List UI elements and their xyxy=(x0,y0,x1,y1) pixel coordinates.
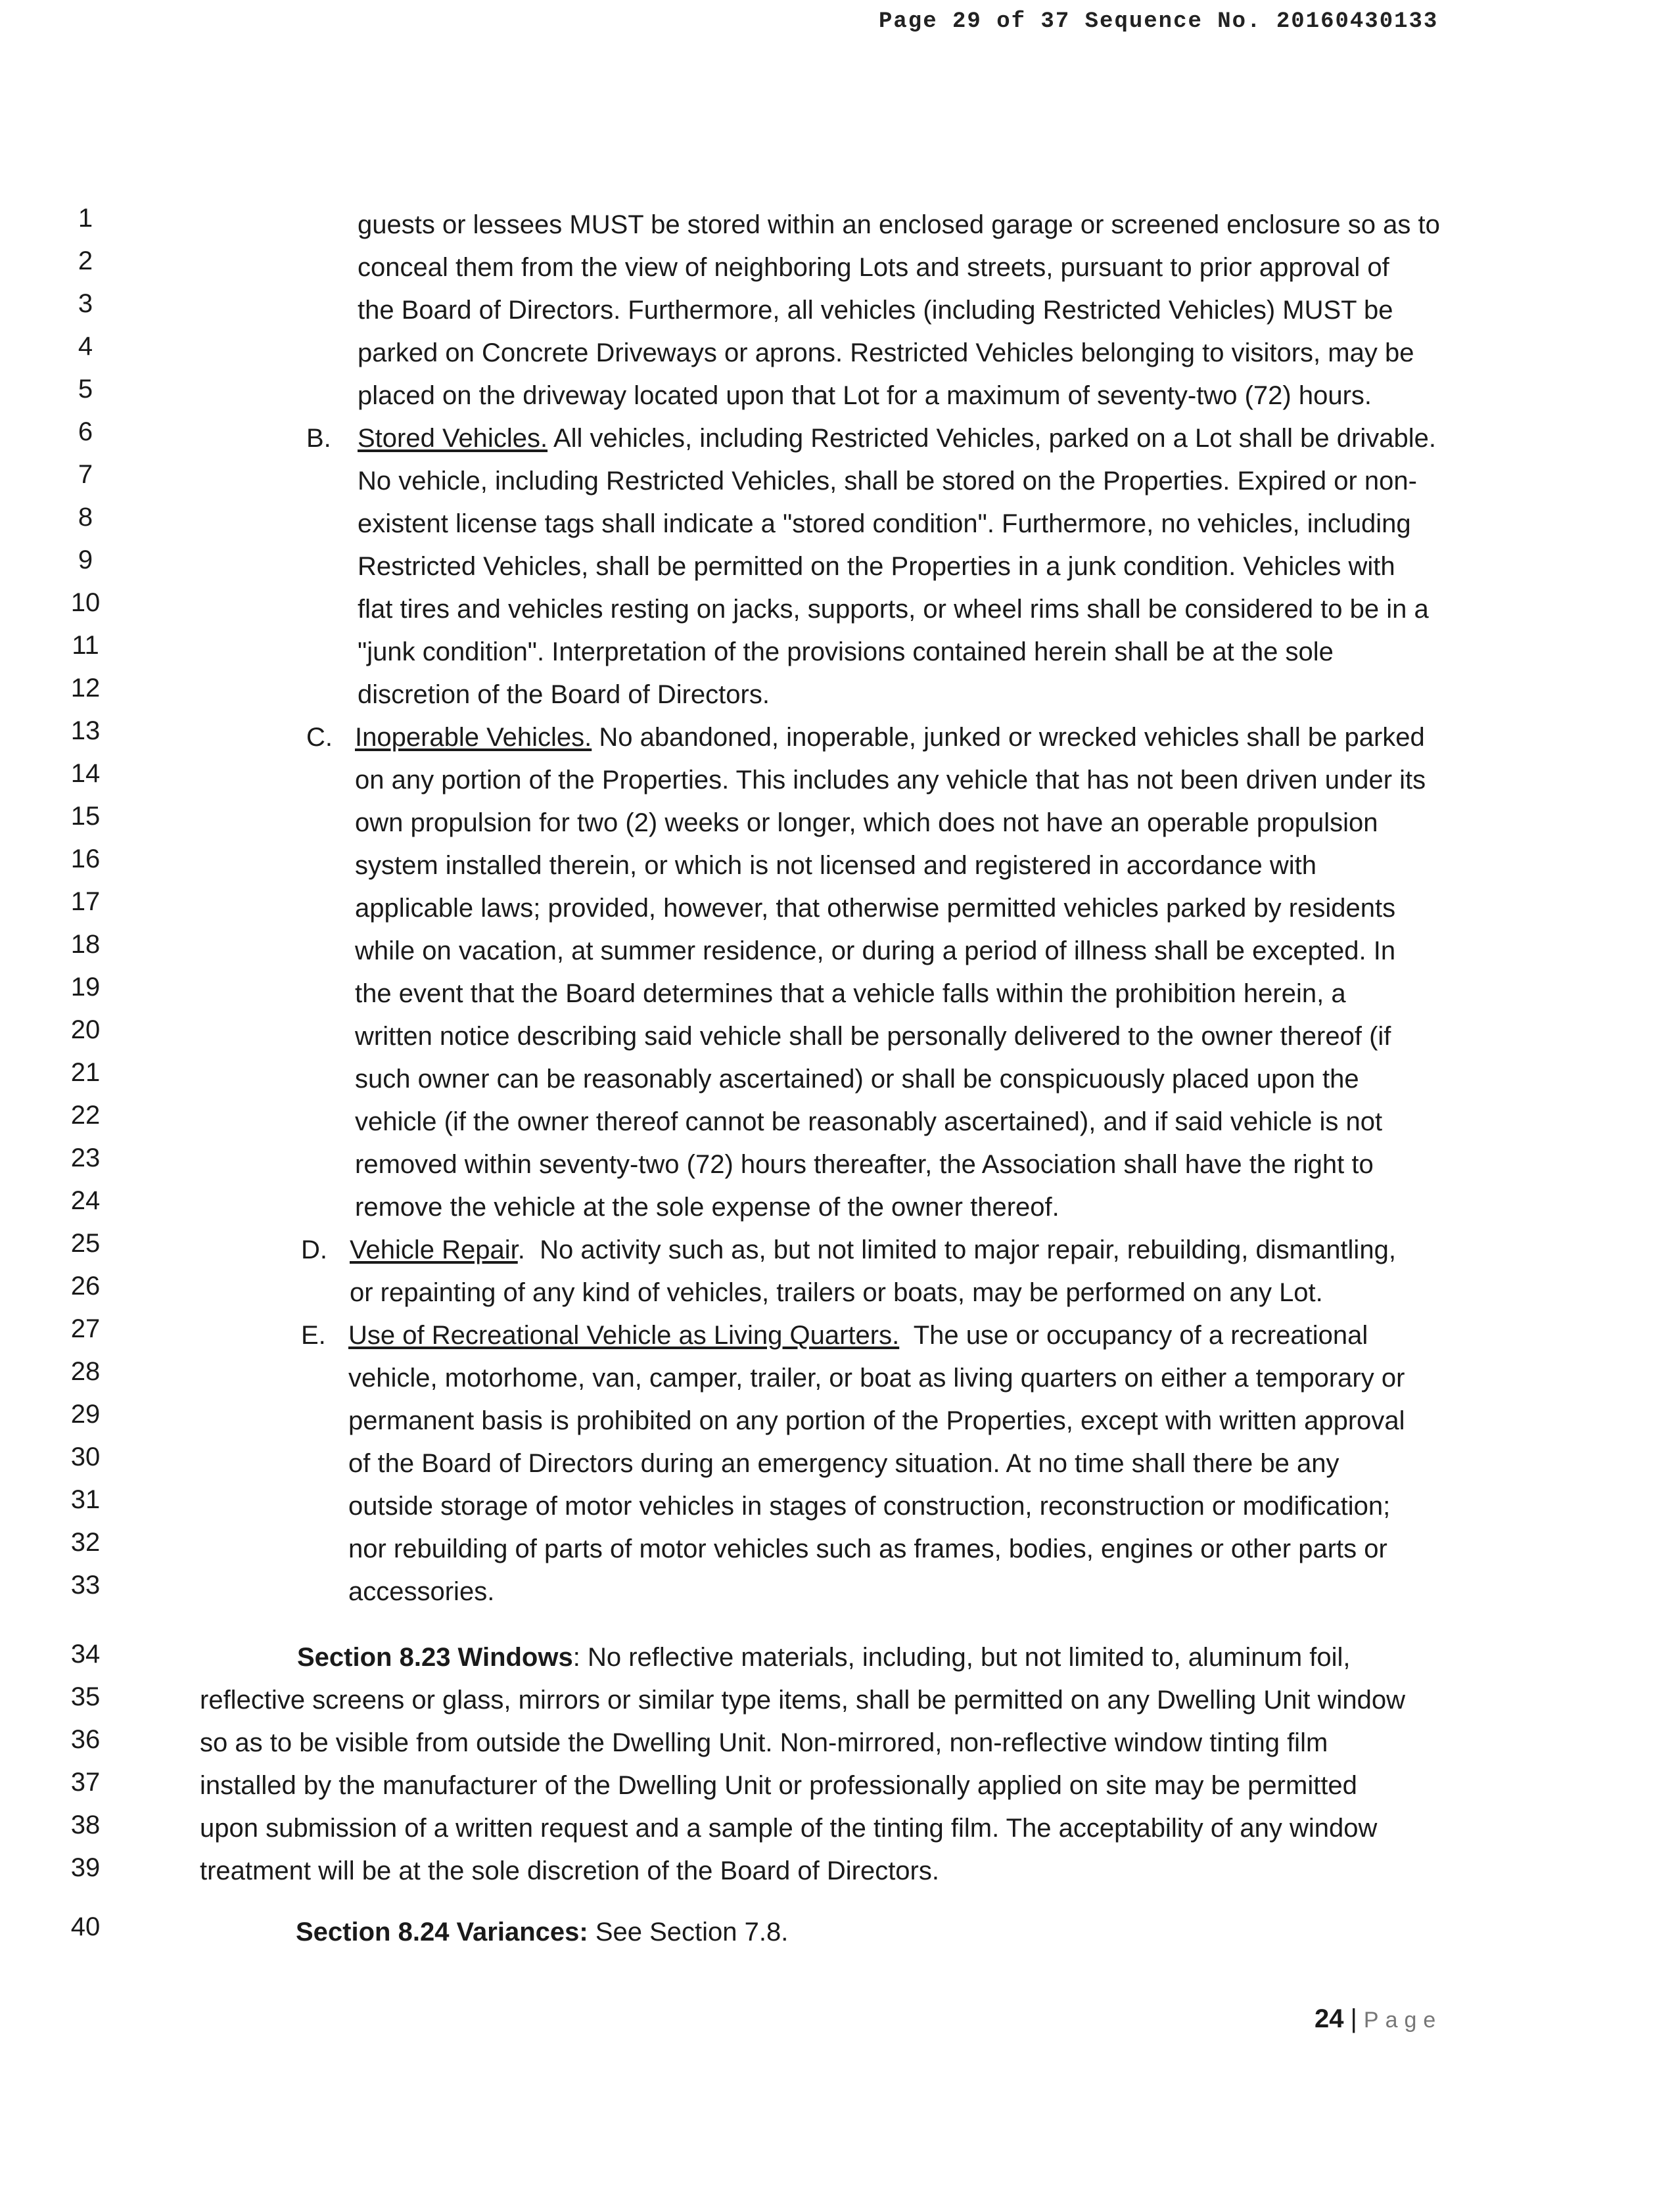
item-d-title: Vehicle Repair xyxy=(350,1235,518,1264)
item-e-line: nor rebuilding of parts of motor vehicles such as frames, bodies, engines or other parts or xyxy=(348,1534,1387,1563)
item-e-line: vehicle, motorhome, van, camper, trailer, or boat as living quarters on either a temporary or xyxy=(348,1364,1405,1393)
item-c-line: such owner can be reasonably ascertained) or shall be conspicuously placed upon the xyxy=(355,1065,1359,1094)
item-a-line xyxy=(358,210,1483,240)
document-header: Page 29 of 37 Sequence No. 20160430133 xyxy=(879,9,1439,34)
line-number: 33 xyxy=(70,1571,101,1600)
section-8-23-line: upon submission of a written request and a sample of the tinting film. The acceptability of any window xyxy=(200,1814,1378,1843)
line-number: 2 xyxy=(78,246,93,275)
item-d-first-line xyxy=(350,1235,1396,1265)
page-label: Page xyxy=(1363,2008,1443,2033)
line-number: 20 xyxy=(70,1015,101,1044)
item-e-line: outside storage of motor vehicles in stages of construction, reconstruction or modification; xyxy=(348,1492,1391,1521)
line-number: 7 xyxy=(78,460,93,489)
line-number: 39 xyxy=(70,1853,101,1882)
section-8-23-line: reflective screens or glass, mirrors or similar type items, shall be permitted on any Dwelling Unit window xyxy=(200,1686,1405,1715)
section-8-23-line: so as to be visible from outside the Dwelling Unit. Non-mirrored, non-reflective window tinting film xyxy=(200,1728,1328,1757)
line-number: 34 xyxy=(70,1640,101,1669)
item-c-line: remove the vehicle at the sole expense of the owner thereof. xyxy=(355,1193,1059,1222)
item-e-title: Use of Recreational Vehicle as Living Quarters. xyxy=(348,1321,900,1350)
item-b-line: "junk condition". Interpretation of the provisions contained herein shall be at the sole xyxy=(358,637,1334,666)
section-8-23-colon: : xyxy=(572,1643,580,1672)
item-d-line: or repainting of any kind of vehicles, trailers or boats, may be performed on any Lot. xyxy=(350,1278,1323,1307)
item-e-marker: E. xyxy=(301,1321,326,1350)
line-number: 40 xyxy=(70,1912,101,1941)
section-8-24-title: Section 8.24 Variances: xyxy=(296,1918,588,1947)
line-number: 28 xyxy=(70,1357,101,1386)
item-d-marker: D. xyxy=(301,1235,327,1264)
item-b-first-line xyxy=(358,424,1436,453)
item-d-first-rest: No activity such as, but not limited to major repair, rebuilding, dismantling, xyxy=(540,1235,1396,1264)
page-footer xyxy=(1315,2004,1442,2034)
item-c-line: own propulsion for two (2) weeks or longer, which does not have an operable propulsion xyxy=(355,808,1378,837)
line-number: 11 xyxy=(72,631,99,660)
line-number: 32 xyxy=(70,1528,101,1557)
line-number: 25 xyxy=(70,1229,101,1258)
item-c-line: removed within seventy-two (72) hours thereafter, the Association shall have the right to xyxy=(355,1150,1374,1179)
item-c-marker: C. xyxy=(306,723,333,752)
line-number: 13 xyxy=(70,716,101,745)
item-c-line: vehicle (if the owner thereof cannot be reasonably ascertained), and if said vehicle is not xyxy=(355,1107,1383,1136)
line-number: 29 xyxy=(70,1400,101,1429)
line-number: 5 xyxy=(78,375,93,403)
section-8-23-first-rest: No reflective materials, including, but not limited to, aluminum foil, xyxy=(587,1643,1351,1672)
line-number: 15 xyxy=(70,802,101,831)
item-b-marker: B. xyxy=(306,424,331,453)
line-number: 17 xyxy=(70,887,101,916)
line-number: 19 xyxy=(70,973,101,1002)
item-e-first-rest: The use or occupancy of a recreational xyxy=(913,1321,1368,1350)
item-b-first-rest: All vehicles, including Restricted Vehicles, parked on a Lot shall be drivable. xyxy=(553,424,1436,453)
text-line: parked on Concrete Driveways or aprons. Restricted Vehicles belonging to visitors, may be xyxy=(358,338,1414,367)
section-8-23-first-line xyxy=(297,1643,1351,1672)
section-8-23-line: treatment will be at the sole discretion of the Board of Directors. xyxy=(200,1856,939,1885)
line-number: 8 xyxy=(78,503,93,532)
line-number: 27 xyxy=(70,1314,101,1343)
section-8-23-line: installed by the manufacturer of the Dwelling Unit or professionally applied on site may be permitted xyxy=(200,1771,1357,1800)
line-number: 18 xyxy=(70,930,101,959)
item-a-line xyxy=(358,296,1483,325)
line-number: 26 xyxy=(70,1272,101,1301)
line-number: 22 xyxy=(70,1101,101,1130)
item-b-line: Restricted Vehicles, shall be permitted on the Properties in a junk condition. Vehicles with xyxy=(358,552,1395,581)
line-number: 30 xyxy=(70,1442,101,1471)
item-c-line: the event that the Board determines that a vehicle falls within the prohibition herein, a xyxy=(355,979,1346,1008)
item-a-line xyxy=(358,253,1483,283)
item-e-line: accessories. xyxy=(348,1577,495,1606)
line-number: 24 xyxy=(70,1186,101,1215)
line-number: 12 xyxy=(70,674,101,703)
item-a-line-last: placed on the driveway located upon that Lot for a maximum of seventy-two (72) hours. xyxy=(358,381,1372,410)
line-number: 37 xyxy=(70,1768,101,1797)
line-number: 9 xyxy=(78,545,93,574)
item-b-line: existent license tags shall indicate a "stored condition". Furthermore, no vehicles, including xyxy=(358,509,1411,538)
item-c-line: written notice describing said vehicle shall be personally delivered to the owner thereof (if xyxy=(355,1022,1391,1051)
line-number: 16 xyxy=(70,844,101,873)
item-d-title-end: . xyxy=(517,1235,525,1264)
page-number: 24 xyxy=(1315,2004,1344,2033)
item-b-line: No vehicle, including Restricted Vehicles, shall be stored on the Properties. Expired or non- xyxy=(358,467,1417,495)
line-number: 14 xyxy=(70,759,101,788)
line-number: 35 xyxy=(70,1682,101,1711)
item-c-first-rest: No abandoned, inoperable, junked or wrecked vehicles shall be parked xyxy=(599,723,1425,752)
section-8-23-title: Section 8.23 Windows xyxy=(297,1643,573,1672)
item-b-line: discretion of the Board of Directors. xyxy=(358,680,770,709)
item-c-line: applicable laws; provided, however, that otherwise permitted vehicles parked by residents xyxy=(355,894,1396,923)
item-c-line: on any portion of the Properties. This includes any vehicle that has not been driven under its xyxy=(355,766,1426,795)
section-8-24-text: See Section 7.8. xyxy=(595,1918,789,1947)
line-number: 31 xyxy=(70,1485,101,1514)
text-line: conceal them from the view of neighboring Lots and streets, pursuant to prior approval of xyxy=(358,253,1389,282)
item-c-line: while on vacation, at summer residence, or during a period of illness shall be excepted. In xyxy=(355,936,1396,965)
item-e-line: permanent basis is prohibited on any portion of the Properties, except with written approval xyxy=(348,1406,1405,1435)
item-c-line: system installed therein, or which is not licensed and registered in accordance with xyxy=(355,851,1316,880)
section-8-24-line xyxy=(296,1918,788,1947)
line-number: 4 xyxy=(78,332,93,361)
line-number: 21 xyxy=(70,1058,101,1087)
line-number: 10 xyxy=(70,588,101,617)
line-number: 23 xyxy=(70,1143,101,1172)
item-b-title: Stored Vehicles. xyxy=(358,424,548,453)
line-number: 36 xyxy=(70,1725,101,1754)
text-line: guests or lessees MUST be stored within an enclosed garage or screened enclosure so as to xyxy=(358,210,1440,239)
line-number: 38 xyxy=(70,1810,101,1839)
item-c-first-line xyxy=(355,723,1425,752)
footer-separator: | xyxy=(1350,2004,1357,2033)
line-number: 3 xyxy=(78,289,93,318)
text-line: the Board of Directors. Furthermore, all vehicles (including Restricted Vehicles) MUST be xyxy=(358,296,1393,325)
line-number: 6 xyxy=(78,417,93,446)
item-c-title: Inoperable Vehicles. xyxy=(355,723,592,752)
line-number: 1 xyxy=(78,204,93,233)
item-e-first-line xyxy=(348,1321,1368,1350)
item-a-line xyxy=(358,338,1483,368)
item-b-line: flat tires and vehicles resting on jacks, supports, or wheel rims shall be considered to be in a xyxy=(358,595,1429,624)
item-e-line: of the Board of Directors during an emergency situation. At no time shall there be any xyxy=(348,1449,1339,1478)
